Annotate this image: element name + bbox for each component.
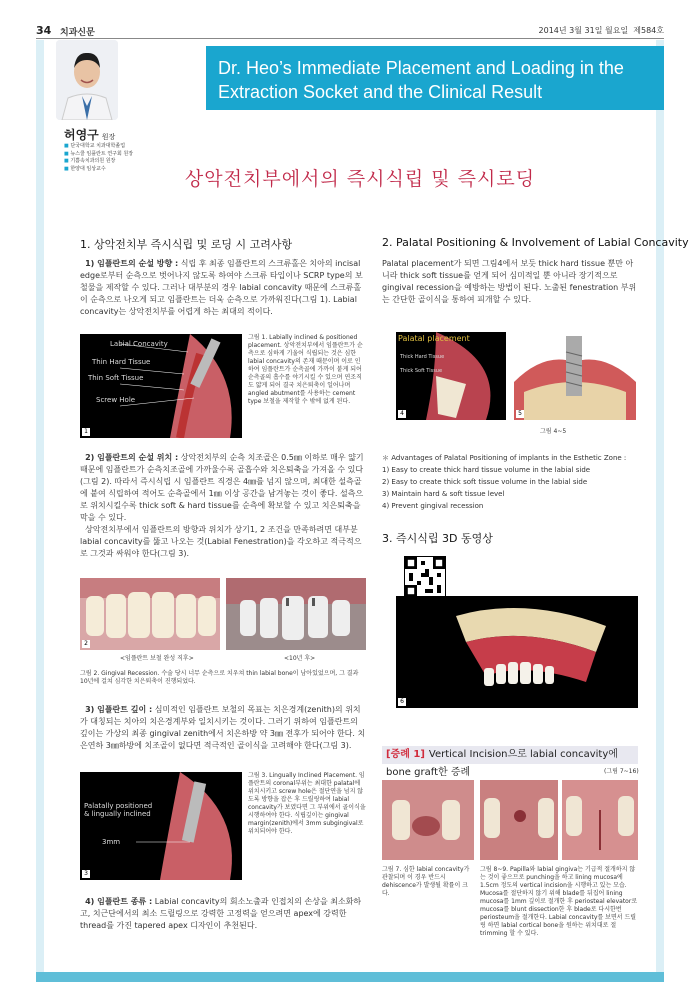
figure-3-caption: 그림 3. Lingually Inclined Placement. 임플란트의 coronal부위는 최대한 palatal에 위치시키고 screw hole은 절단연을 넘지 않도록 방향을 잡은 후 드릴링하여 labial concavity가 보였다면 그 부위에서 골이식을 시행하여야 한다. 식립깊이는 gingival margin(zenith)에서 3mm subgingival로 위치되어야 한다. [248, 772, 366, 835]
figure-8-image [480, 780, 558, 860]
fig1-label-screw-hole: Screw Hole [96, 396, 136, 404]
advantage-item: 2) Easy to create thick soft tissue volume in the labial side [382, 478, 588, 486]
figure-1-caption: 그림 1. Labially inclined & positioned placement. 상악전치부에서 임플란트가 순측으로 심하게 기울어 식립되는 것은 심한 labial concavity의 존재 때문이며 이로 인하여 임플란트가 순측골에 가까이 붙게 되어 순측골의 흡수를 야기시킬 수 있으며 연조직도 얇게 되어 결국 치은퇴축이 일어나며 angled abutment를 사용하는 cement type 보철을 제작할 수 밖에 없게 된다. [248, 334, 363, 405]
fig4-label-thick-soft: Thick Soft Tissue [400, 368, 443, 374]
implant-diagram [80, 334, 242, 438]
figure-2a-image: 2 [80, 578, 220, 650]
figure-6-3d-render: 6 [396, 596, 638, 708]
figure-5-image: 5 [514, 332, 636, 420]
clinical-photo-7 [382, 780, 474, 860]
author-bio: ■ 단국대학교 치과대학졸업 ■ 뉴스쿨 임플란트 연구회 원장 ■ 기쁨속치과의원 원장 ■ 한양대 임상교수 [64, 143, 204, 173]
fig3-label-3mm: 3mm [102, 838, 121, 846]
fig4-label-thick-hard: Thick Hard Tissue [400, 354, 445, 360]
case-figure-range: (그림 7~16) [604, 768, 639, 775]
banner-line-1: Dr. Heo’s Immediate Placement and Loading in the [218, 58, 624, 78]
figure-4-image: Palatal placement Thick Hard Tissue Thick Soft Tissue 4 [396, 332, 506, 420]
fig3-label-palatally: Palatally positioned & lingually inclined [84, 802, 153, 818]
clinical-photo-8 [480, 780, 558, 860]
issue-date: 2014년 3월 31일 월요일 제584호 [538, 26, 664, 35]
right-decorative-stripe [656, 40, 664, 980]
bottom-decorative-stripe [36, 972, 664, 982]
teeth-photo-a [80, 578, 220, 650]
fig1-label-thin-soft-tissue: Thin Soft Tissue [88, 374, 144, 382]
advantage-item: 4) Prevent gingival recession [382, 502, 484, 510]
author-name: 허영구 원장 [64, 128, 116, 142]
fig4-label-palatal: Palatal placement [398, 334, 470, 343]
figure-2a-label: <임플란트 보철 완성 직후> [120, 655, 194, 662]
portrait-illustration [56, 40, 118, 120]
author-portrait [56, 40, 118, 120]
implant-diagram-palatal [80, 772, 242, 880]
figure-2b-image [226, 578, 366, 650]
banner-line-2: Extraction Socket and the Clinical Result [218, 82, 543, 102]
palatal-placement-diagram [396, 332, 506, 420]
3d-jaw-render [396, 596, 638, 708]
page-header [36, 24, 664, 39]
section-3-heading: 3. 즉시식립 3D 동영상 [382, 532, 493, 545]
figure-9-image [562, 780, 638, 860]
advantage-item: 1) Easy to create thick hard tissue volume in the labial side [382, 466, 591, 474]
advantages-title: ＊ Advantages of Palatal Positioning of implants in the Esthetic Zone : [382, 454, 627, 462]
page-number: 34 [36, 24, 52, 37]
qr-code[interactable] [404, 556, 446, 598]
main-title: 상악전치부에서의 즉시식립 및 즉시로딩 [184, 168, 536, 190]
fig1-label-labial-concavity: Labial Concavity [110, 340, 168, 348]
case-tag: [증례 1] [386, 749, 425, 760]
advantage-item: 3) Maintain hard & soft tissue level [382, 490, 505, 498]
figure-8-9-caption: 그림 8~9. Papilla와 labial gingiva는 기급적 절개하지 않는 것이 좋으므로 punching을 하고 lining mucosa에 1.5cm 정도의 vertical incision을 시행하고 있는 모습. Mucosa를 절단하지 않기 위해 blade를 뒤집어 lining mucosa를 1mm 깊이로 절개한 후 periosteal elevator로 mucosa를 blunt dissection한 후 blade로 다시한번 periosteum을 절개한다. Labial concavity를 보면서 드릴링 하면 labial cortical bone을 원하는 위치대로 절 trimming 할 수 있다. [480, 866, 638, 937]
case-title: Vertical Incision으로 labial concavity에 bone graft한 증례 [386, 749, 618, 778]
figure-7-image [382, 780, 474, 860]
figure-3-image: Palatally positioned & lingually inclined 3mm 3 [80, 772, 242, 880]
qr-code-icon [405, 557, 445, 597]
english-title-banner [206, 46, 664, 110]
left-decorative-stripe [36, 40, 44, 980]
teeth-photo-b [226, 578, 366, 650]
fig1-label-thin-hard-tissue: Thin Hard Tissue [92, 358, 151, 366]
newspaper-name: 치과신문 [60, 28, 95, 38]
paragraph-2: 2) 임플란트의 순설 위치 : 상악전치부의 순측 치조골은 0.5㎜ 이하로 매우 얇기 때문에 임플란트가 순측치조골에 가까울수록 골흡수와 치은퇴축을 가져올 수 있다(그림 2). 따라서 즉시식립 시 임플란트 직경은 4㎜를 넘지 않으며, 최대한 설측골에 붙여 식립하여 적어도 순측골에서 1㎜ 이상 공간을 남겨놓는 것이 좋다. 설측으로 위치시킬수록 thick soft & hard tissue를 순측에 확보할 수 있고 치은퇴축을 막을 수 있다. 상악전치부에서 임플란트의 방향과 위치가 상기1, 2 조건을 만족하려면 대부분 labial concavity를 뚫고 나오는 것(Labial Fenestration)을 각오하고 적극적으로 그것과 싸워야 한다(그림 3). [80, 453, 364, 558]
clinical-photo-9 [562, 780, 638, 860]
advantages-list [382, 452, 642, 512]
figure-2-caption: 그림 2. Gingival Recession. 수술 당시 너무 순측으로 치우쳐 thin labial bone이 남아있었으며, 그 결과 10년에 걸쳐 심각한 치은퇴축이 진행되었다. [80, 670, 359, 685]
figure-2b-label: <10년 후> [284, 655, 316, 662]
paragraph-3: 3) 임플란트 깊이 : 심미적인 임플란트 보철의 목표는 치은경계(zenith)의 위치가 대칭되는 치아의 치은경계부와 일치시키는 것이다. 그러기 위하여 임플란트의 깊이는 가상의 최종 gingival zenith에서 치은하방 약 3㎜ 전후가 되어야 한다. 치은연하 3㎜하방에 치조골이 없다면 적극적인 골이식을 고려해야 한다(그림 3). [80, 705, 366, 750]
figure-4-5-caption: 그림 4~5 [540, 428, 567, 435]
section-1-heading: 1. 상악전치부 즉시식립 및 로딩 시 고려사항 [80, 238, 293, 251]
paragraph-4: 4) 임플란트 종류 : Labial concavity의 회소노출과 인접치의 손상을 최소화하고, 치근단에서의 최소 드릴링으로 강력한 고정력을 얻으려면 apex에 강력한 thread를 가진 tapered apex 디자인이 추천된다. [80, 897, 362, 930]
figure-7-caption: 그림 7. 심한 labial concavity가 관찰되며 이 경우 반드시 dehiscence가 발생될 확률이 크다. [382, 866, 470, 897]
section-2-heading: 2. Palatal Positioning & Involvement of Labial Concavity [382, 236, 689, 249]
paragraph-1: 1) 임플란트의 순설 방향 : 식립 후 최종 임플란트의 스크류홀은 치아의 incisal edge로부터 순측으로 벗어나지 않도록 하여야 스크류 타입이나 SCRP type의 보철물을 제작할 수 있다. 그러나 대부분의 경우 labial concavity 때문에 스크류홀이 순측으로 나오게 되고 임플란트는 더욱 순측으로 가까워진다(그림 1). Labial concavity는 상악전치부를 어렵게 하는 최대의 적이다. [80, 259, 363, 316]
figure-1-image: Labial Concavity Thin Hard Tissue Thin Soft Tissue Screw Hole 1 [80, 334, 242, 438]
section-2-paragraph: Palatal placement가 되면 그림4에서 보듯 thick hard tissue 뿐만 아니라 thick soft tissue를 얻게 되어 심미적일 뿐 아니라 장기적으로 gingival recession을 예방하는 방법이 된다. 노출된 fenestration 부위는 간단한 골이식을 통하여 피개할 수 있다. [382, 259, 637, 304]
implant-cross-section [514, 332, 636, 420]
